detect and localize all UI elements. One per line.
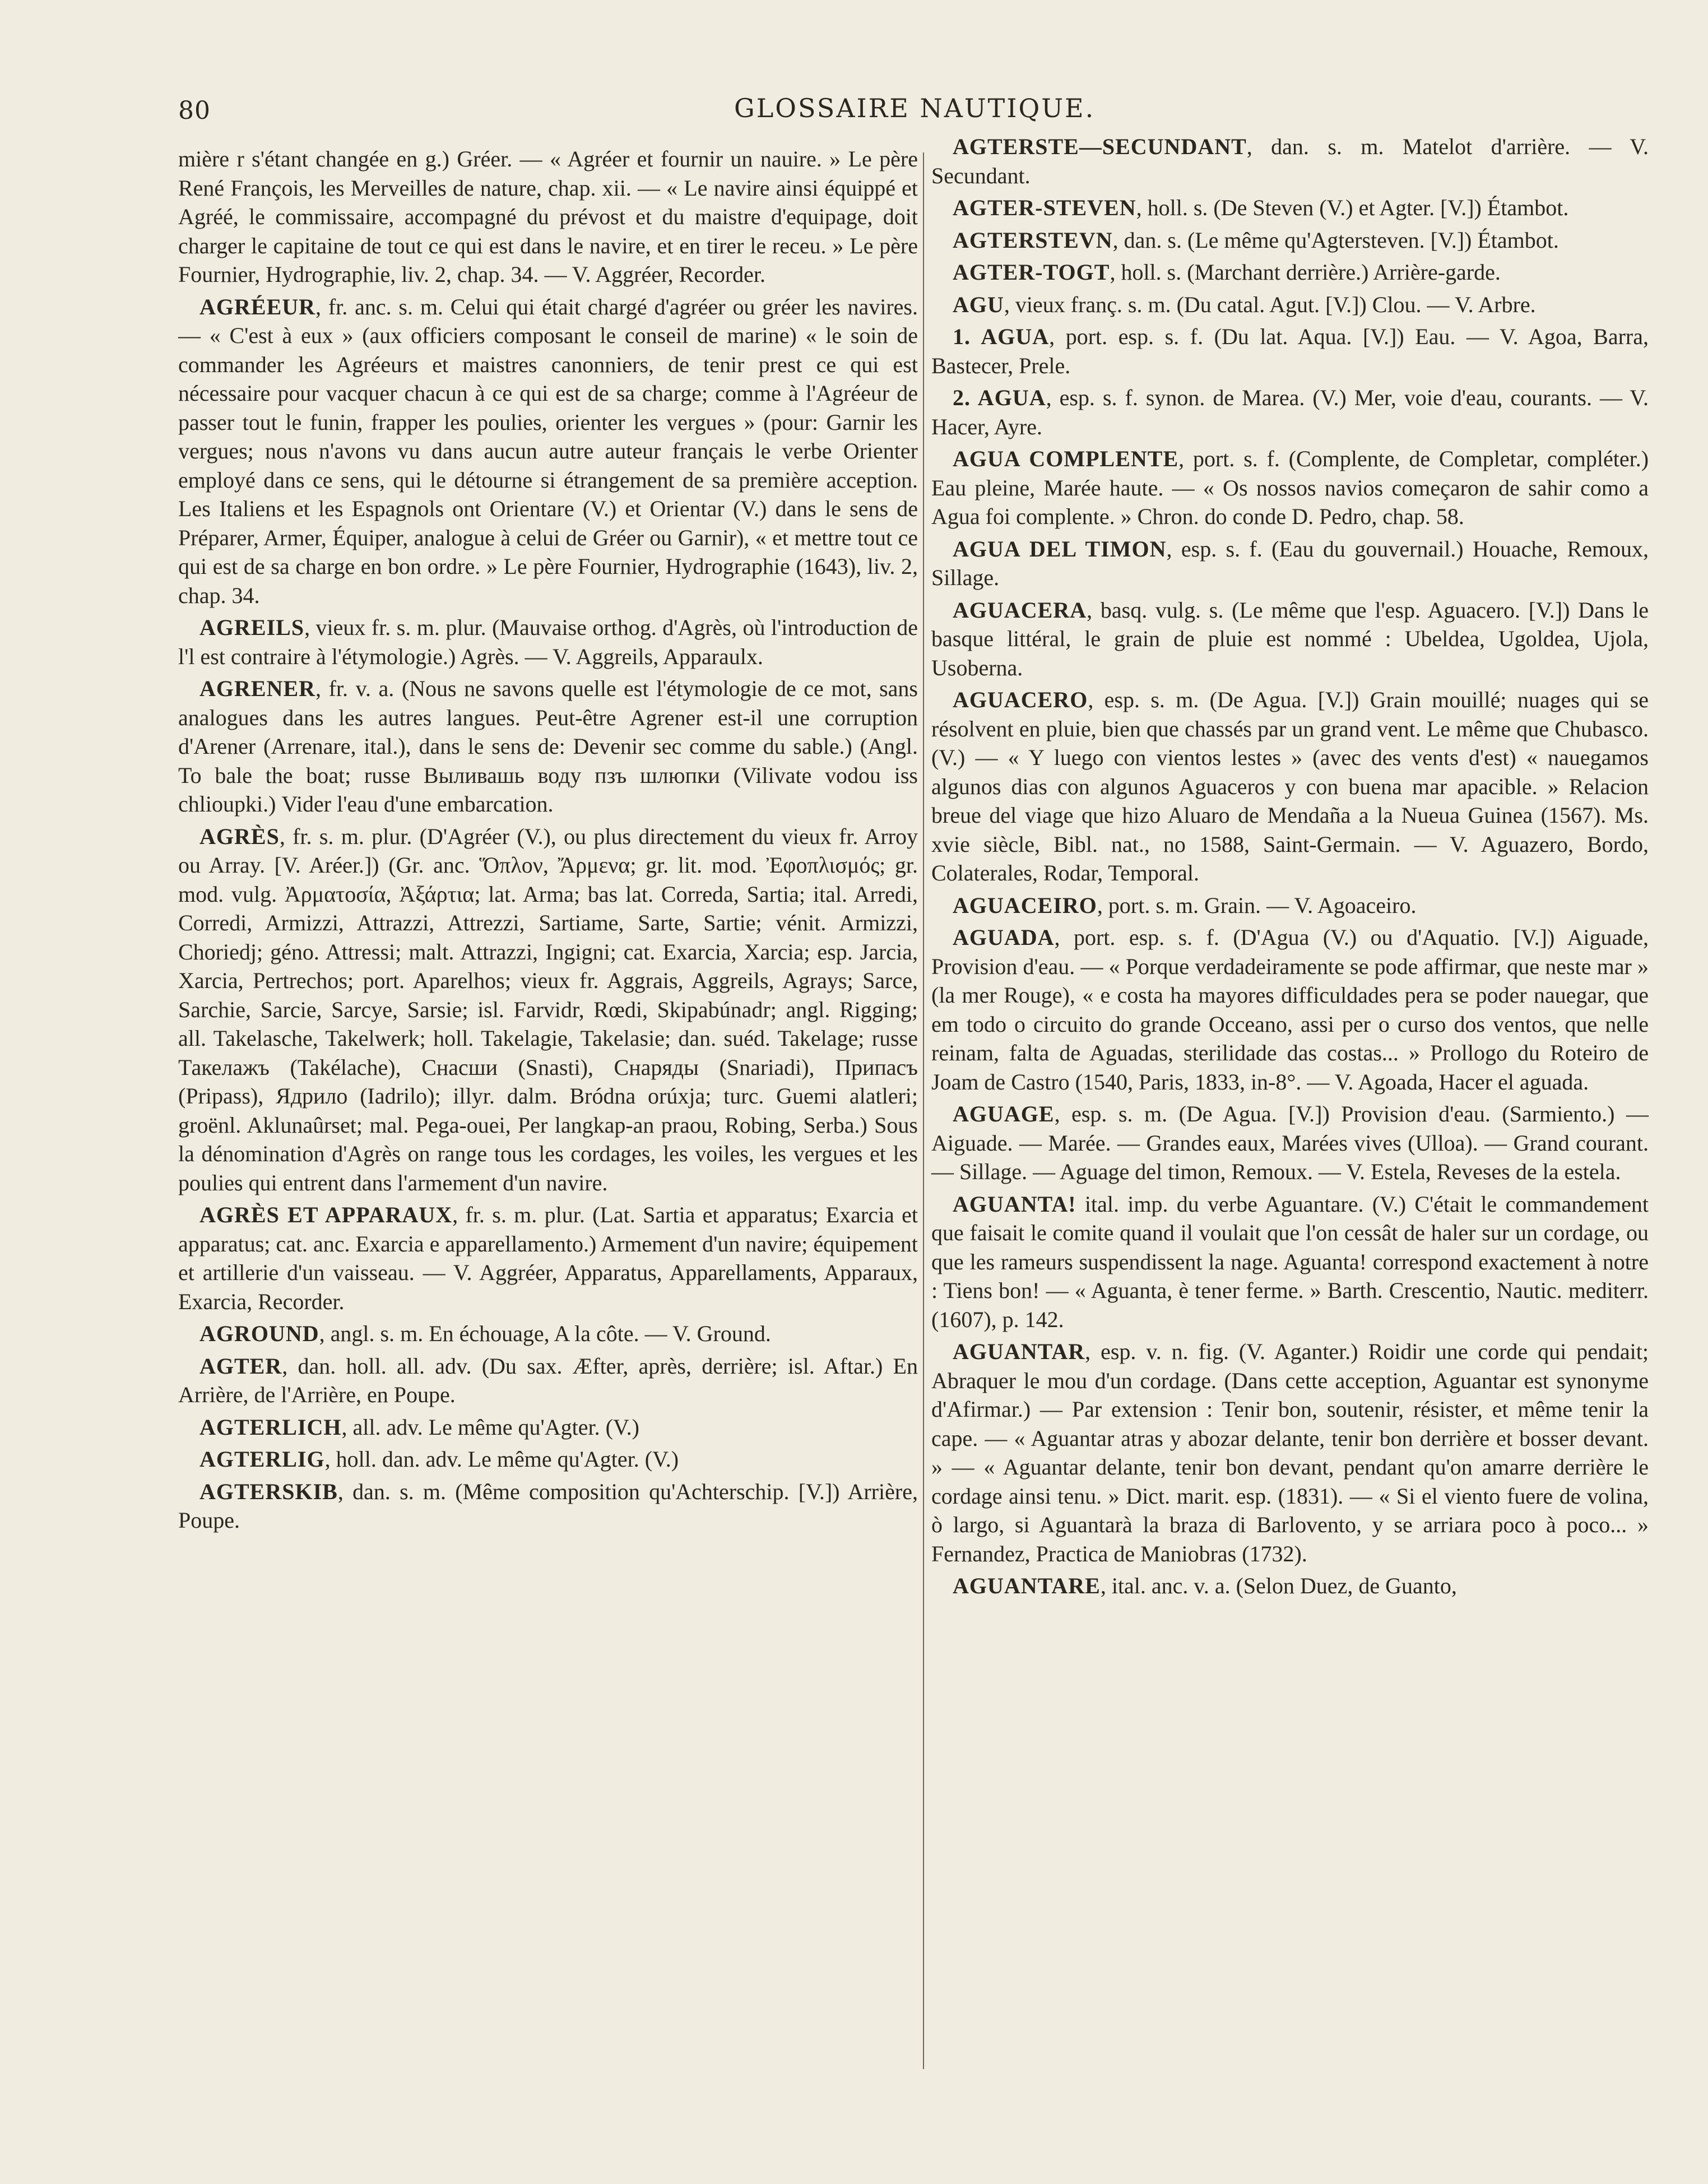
definition: , port. esp. s. f. (D'Agua (V.) ou d'Aquatio. [V.]) Aiguade, Provision d'eau. — « Porque verdadeiramente se pode affirmar, que neste mar » (la mer Rouge), « e costa ha mayores difficuldades pera se poder nauegar, que em todo o circuito do grande Occeano, assi per o curso dos ventos, que nelle reinam, falta de Aguadas, sterilidade das costas... » Prollogo du Roteiro de Joam de Castro (1540, Paris, 1833, in-8°. — V. Agoada, Hacer el aguada. [931, 925, 1649, 1095]
entry [178, 1413, 918, 1442]
entry [178, 1319, 918, 1348]
headword: AGTERSTEVN [953, 227, 1113, 253]
headword: AGTER-STEVEN [953, 195, 1136, 220]
definition: ital. imp. du verbe Aguantare. (V.) C'était le commandement que faisait le comite quand il voulait que l'on cessât de haler sur un cordage, ou que les rameurs suspendissent la nage. Aguanta! correspond exactement à notre : Tiens bon! — « Aguanta, è tener ferme. » Barth. Crescentio, Nautic. mediterr. (1607), p. 142. [931, 1191, 1649, 1332]
entry [178, 613, 918, 671]
entry [178, 674, 918, 819]
definition: , port. s. f. (Complente, de Completar, compléter.) Eau pleine, Marée haute. — « Os nossos navios começaron de sahir como a Agua foi complente. » Chron. do conde D. Pedro, chap. 58. [931, 446, 1649, 529]
entry [931, 258, 1649, 287]
definition: , esp. s. f. (Eau du gouvernail.) Houache, Remoux, Sillage. [931, 536, 1649, 590]
headword: AGTER-TOGT [953, 259, 1110, 285]
entry [178, 1200, 918, 1316]
entry [178, 1445, 918, 1474]
definition: , dan. s. (Le même qu'Agtersteven. [V.]) Étambot. [1112, 227, 1559, 253]
definition: , holl. s. (De Steven (V.) et Agter. [V.]) Étambot. [1136, 195, 1569, 220]
entry [931, 444, 1649, 531]
entry [931, 383, 1649, 441]
running-title: GLOSSAIRE NAUTIQUE. [734, 93, 1096, 123]
entry [178, 1352, 918, 1409]
entry [931, 1337, 1649, 1568]
page-number: 80 [178, 96, 211, 125]
entry [931, 596, 1649, 683]
headword: AGUANTARE [953, 1573, 1101, 1598]
definition: , port. s. m. Grain. — V. Agoaceiro. [1097, 892, 1417, 918]
headword: AGRENER [199, 676, 316, 701]
definition: , fr. s. m. plur. (Lat. Sartia et apparatus; Exarcia et apparatus; cat. anc. Exarcia e apparellamento.) Armement d'un navire; équipement et artillerie d'un vaisseau. — V. Aggréer, Apparatus, Apparellaments, Apparaux, Exarcia, Recorder. [178, 1202, 918, 1314]
headword: AGRÈS ET APPARAUX [199, 1202, 453, 1227]
headword: AGRÉEUR [199, 294, 316, 319]
headword: AGUA COMPLENTE [953, 446, 1179, 471]
definition: , holl. s. (Marchant derrière.) Arrière-garde. [1110, 259, 1501, 285]
headword: AGUADA [953, 925, 1055, 950]
entry [178, 293, 918, 610]
entry [931, 535, 1649, 592]
definition: , holl. dan. adv. Le même qu'Agter. (V.) [324, 1446, 679, 1472]
entry [178, 145, 918, 289]
headword: AGRÈS [199, 823, 280, 849]
entry [931, 193, 1649, 222]
headword: AGUA DEL TIMON [953, 536, 1167, 562]
definition: , port. esp. s. f. (Du lat. Aqua. [V.]) Eau. — V. Agoa, Barra, Bastecer, Prele. [931, 324, 1649, 378]
definition: , esp. s. f. synon. de Marea. (V.) Mer, voie d'eau, courants. — V. Hacer, Ayre. [931, 385, 1649, 439]
headword: AGUANTA! [953, 1191, 1076, 1217]
entry [931, 1190, 1649, 1334]
definition: , fr. v. a. (Nous ne savons quelle est l'étymologie de ce mot, sans analogues dans les autres langues. Peut-être Agrener est-il une corruption d'Arener (Arrenare, ital.), dans le sens de: Devenir sec comme du sable.) (Angl. To bale the boat; russe Выливашь воду пзъ шлюпки (Vilivate vodou iss chlioupki.) Vider l'eau d'une embarcation. [178, 676, 918, 817]
definition: , fr. s. m. plur. (D'Agréer (V.), ou plus directement du vieux fr. Arroy ou Array. [V. Aréer.]) (Gr. anc. Ὅπλον, Ἄρμενα; gr. lit. mod. Ἐφοπλισμός; gr. mod. vulg. Ἀρματοσία, Ἀξάρτια; lat. Arma; bas lat. Correda, Sartia; ital. Arredi, Corredi, Armizzi, Attrazzi, Attrezzi, Sartiame, Sarte, Sartie; vénit. Armizzi, Choriedj; géno. Attressi; malt. Attrazzi, Ingigni; cat. Exarcia, Xarcia; esp. Jarcia, Xarcia, Pertrechos; port. Aparelhos; vieux fr. Aggrais, Aggreils, Agrays; Sarce, Sarchie, Sarcie, Sarcye, Sarsie; isl. Farvidr, Rœdi, Skipabúnadr; angl. Rigging; all. Takelasche, Takelwerk; holl. Takelagie, Takelasie; dan. suéd. Takelage; russe Такелажъ (Takélache), Снасши (Snasti), Снаряды (Snariadi), Припасъ (Pripass), Ядрило (Iadrilo); illyr. dalm. Bródna orúxja; turc. Guemi alatleri; groënl. Aklunaûrset; mal. Pega-ouei, Per langkap-an praou, Robing, Serba.) Sous la dénomination d'Agrès on range tous les cordages, les voiles, les vergues et les poulies qui entrent dans l'armement d'un navire. [178, 823, 918, 1195]
definition: , vieux fr. s. m. plur. (Mauvaise orthog. d'Agrès, où l'introduction de l'l est contraire à l'étymologie.) Agrès. — V. Aggreils, Apparaulx. [178, 615, 918, 669]
definition: , esp. s. m. (De Agua. [V.]) Provision d'eau. (Sarmiento.) — Aiguade. — Marée. — Grandes eaux, Marées vives (Ulloa). — Grand courant. — Sillage. — Aguage del timon, Remoux. — V. Estela, Reveses de la estela. [931, 1101, 1649, 1184]
definition: , all. adv. Le même qu'Agter. (V.) [341, 1414, 640, 1440]
left-column [178, 145, 918, 1538]
headword: AGREILS [199, 615, 305, 640]
definition: , esp. v. n. fig. (V. Aganter.) Roidir une corde qui pendait; Abraquer le mou d'un cordage. (Dans cette acception, Aguantar est synonyme d'Afirmar.) — Par extension : Tenir bon, soutenir, résister, et même tenir la cape. — « Aguantar atras y abozar delante, tenir bon derrière et bosser devant. » — « Aguantar delante, tenir bon devant, pendant qu'on amarre derrière le cordage ainsi tenu. » Dict. marit. esp. (1831). — « Si el viento fuere de volina, ò largo, si Aguantarà la braza di Barlovento, y se arriara poco à poco... » Fernandez, Practica de Maniobras (1732). [931, 1339, 1649, 1566]
definition: , esp. s. m. (De Agua. [V.]) Grain mouillé; nuages qui se résolvent en pluie, bien que chassés par un grand vent. Le même que Chubasco. (V.) — « Y luego con vientos lestes » (avec des vents d'est) « nauegamos algunos dias con algunos Aguaceros y con buena mar apacible. » Relacion breue del viage que hizo Aluaro de Mendaña a la Nueua Guinea (1567). Ms. xvie siècle, Bibl. nat., no 1588, Saint-Germain. — V. Aguazero, Bordo, Colaterales, Rodar, Temporal. [931, 687, 1649, 885]
entry [931, 132, 1649, 190]
definition: , angl. s. m. En échouage, A la côte. — V. Ground. [319, 1321, 771, 1346]
headword: 1. AGUA [953, 324, 1050, 349]
headword: AGTERLICH [199, 1414, 342, 1440]
headword: AGUACEIRO [953, 892, 1097, 918]
right-column [931, 132, 1649, 1604]
definition: , fr. anc. s. m. Celui qui était chargé d'agréer ou gréer les navires. — « C'est à eux » (aux officiers composant le conseil de marine) « le soin de commander les Agréeurs et maistres canonniers, de tenir prest ce qui est nécessaire pour vacquer chacun à ce qui est de sa charge; comme à l'Agréeur de passer tout le funin, frapper les poulies, orienter les vergues » (pour: Garnir les vergues; nous n'avons vu dans aucun autre auteur français le verbe Orienter employé dans ce sens, qui le détourne si étrangement de sa première acception. Les Italiens et les Espagnols ont Orientare (V.) et Orientar (V.) dans le sens de Préparer, Armer, Équiper, analogue à celui de Gréer ou Garnir), « et mettre tout ce qui est de sa charge en bon ordre. » Le père Fournier, Hydrographie (1643), liv. 2, chap. 34. [178, 294, 918, 608]
entry [931, 923, 1649, 1096]
definition: , vieux franç. s. m. (Du catal. Agut. [V.]) Clou. — V. Arbre. [1004, 291, 1536, 317]
headword: AGTERLIG [199, 1446, 325, 1472]
entry [931, 322, 1649, 380]
entry [178, 1477, 918, 1535]
definition: , dan. s. m. Matelot d'arrière. — V. Secundant. [931, 134, 1649, 188]
entry [931, 685, 1649, 888]
headword: AGTER [199, 1353, 282, 1379]
headword: AGTERSTE—SECUNDANT [953, 134, 1247, 159]
entry [931, 226, 1649, 255]
headword: 2. AGUA [953, 385, 1046, 410]
headword: AGUACERA [953, 597, 1087, 623]
headword: AGU [953, 291, 1004, 317]
headword: AGROUND [199, 1321, 319, 1346]
entry [931, 1571, 1649, 1601]
headword: AGTERSKIB [199, 1478, 338, 1504]
column-divider [923, 152, 924, 2069]
definition: , ital. anc. v. a. (Selon Duez, de Guanto, [1100, 1573, 1457, 1598]
entry [931, 1100, 1649, 1186]
headword: AGUAGE [953, 1101, 1055, 1126]
headword: AGUACERO [953, 687, 1088, 712]
definition: , dan. s. m. (Même composition qu'Achterschip. [V.]) Arrière, Poupe. [178, 1478, 918, 1533]
definition: , dan. holl. all. adv. (Du sax. Æfter, après, derrière; isl. Aftar.) En Arrière, de l'Arrière, en Poupe. [178, 1353, 918, 1407]
definition: , basq. vulg. s. (Le même que l'esp. Aguacero. [V.]) Dans le basque littéral, le grain de pluie est nommé : Ubeldea, Ugoldea, Ujola, Usoberna. [931, 597, 1649, 680]
entry [931, 891, 1649, 920]
definition: mière r s'étant changée en g.) Gréer. — « Agréer et fournir un nauire. » Le père René François, les Merveilles de nature, chap. xii. — « Le navire ainsi équippé et Agréé, le commissaire, accompagné du prévost et du maistre d'equipage, doit charger le capitaine de tout ce qui est dans le navire, et en tirer le receu. » Le père Fournier, Hydrographie, liv. 2, chap. 34. — V. Aggréer, Recorder. [178, 146, 918, 287]
headword: AGUANTAR [953, 1339, 1085, 1364]
entry [931, 290, 1649, 319]
entry [178, 822, 918, 1198]
